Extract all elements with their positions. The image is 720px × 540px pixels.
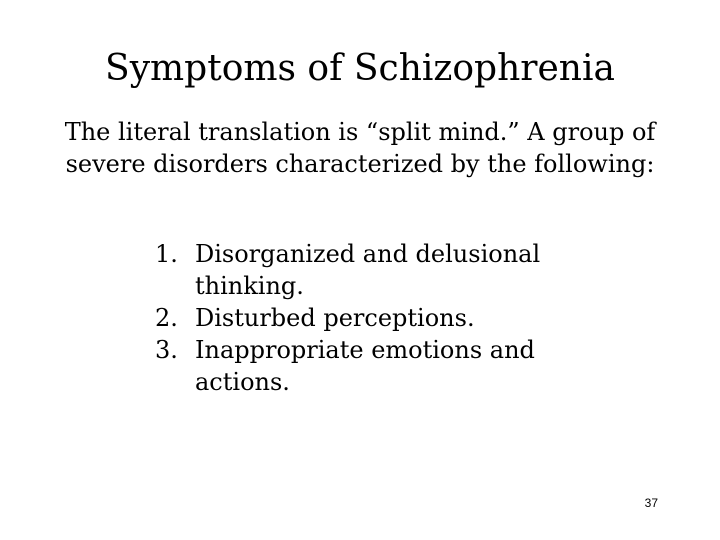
list-item-text: Disorganized and delusional thinking. (195, 240, 541, 300)
page-number: 37 (644, 496, 658, 510)
symptom-list (155, 238, 575, 398)
list-item (155, 334, 575, 398)
list-item-text: Disturbed perceptions. (195, 304, 475, 332)
list-item (155, 302, 575, 334)
intro-paragraph: The literal translation is “split mind.” A group of severe disorders characterized by the following: (64, 118, 656, 178)
list-item (155, 238, 575, 302)
list-item-text: Inappropriate emotions and actions. (195, 336, 535, 396)
list-item-number: 2. (155, 304, 178, 332)
slide-title: Symptoms of Schizophrenia (105, 48, 615, 89)
list-item-number: 3. (155, 336, 178, 364)
list-item-number: 1. (155, 240, 178, 268)
